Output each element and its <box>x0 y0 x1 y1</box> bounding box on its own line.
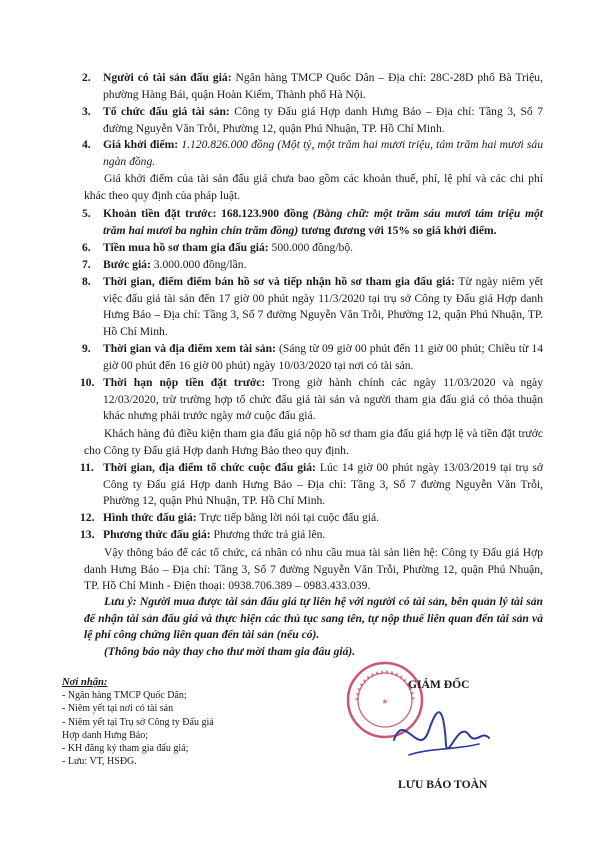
item-text <box>103 527 543 544</box>
item-number: 11. <box>80 461 94 474</box>
item-text <box>103 137 543 170</box>
item-label: Khoản tiền đặt trước: 168.123.900 đồng <box>103 207 309 220</box>
item-text <box>103 341 543 374</box>
item-number: 7. <box>82 258 91 271</box>
item-body: Trong giờ hành chính các ngày 11/03/2020 và ngày 12/03/2020, trừ trường hợp tổ chức đấu giá tài sản và người tham gia đấu giá có thỏa thuận khác nhưng phải trước ngày mở cuộc đấu giá. <box>103 376 543 422</box>
recipient-line: - Niêm yết tại nơi có tài sản <box>62 703 174 715</box>
item-number: 10. <box>80 376 95 389</box>
item-label: Thời hạn nộp tiền đặt trước: <box>103 376 266 389</box>
recipient-line: Hợp danh Hưng Bảo; <box>62 729 148 741</box>
recipient-line: - KH đăng ký tham gia đấu giá; <box>62 743 189 755</box>
item-label: Tiền mua hồ sơ tham gia đấu giá: <box>103 241 269 254</box>
item-text <box>103 460 543 510</box>
item-body: Công ty Đấu giá Hợp danh Hưng Bảo – Địa chỉ: Tầng 3, Số 7 đường Nguyễn Văn Trỗi, Phường 12, quận Phú Nhuận, TP. Hồ Chí Minh. <box>103 105 543 135</box>
item-text <box>103 257 543 274</box>
item-body: Từ ngày niêm yết việc đấu giá tài sản đến 17 giờ 00 phút ngày 11/3/2020 tại trụ sở Công ty Đấu giá Hợp danh Hưng Bảo – Địa chỉ: Tầng 3, Số 7 đường Nguyễn Văn Trỗi, Phường 12, quận Phú Nhuận, TP. Hồ Chí Minh. <box>103 275 543 338</box>
item-body: Lúc 14 giờ 00 phút ngày 13/03/2019 tại trụ sở Công ty Đấu giá Hợp danh Hưng Bảo – Địa chỉ: Tầng 3, Số 7 đường Nguyễn Văn Trỗi, Phường 12, quận Phú Nhuận, TP. Hồ Chí Minh. <box>103 461 543 507</box>
item-body: (Sáng từ 09 giờ 00 phút đến 11 giờ 00 phút; Chiều từ 14 giờ 00 phút đến 16 giờ 00 phút) ngày 10/03/2020 tại nơi có tài sản. <box>103 342 543 372</box>
paragraph-text: Giá khởi điểm của tài sản đấu giá chưa bao gồm các khoản thuế, phí, lệ phí và các chi phí khác theo quy định của pháp luật. <box>84 172 543 202</box>
item-italic: (Bằng chữ: một trăm sáu mươi tám triệu một trăm hai mươi ba nghìn chín trăm đồng) <box>103 207 543 237</box>
item-text <box>103 104 543 137</box>
item-text <box>103 375 543 425</box>
item-number: 2. <box>82 71 91 84</box>
item-label: Người có tài sản đấu giá: <box>103 71 232 84</box>
item-label: Hình thức đấu giá: <box>103 511 197 524</box>
paragraph-text: Vậy thông báo để các tổ chức, cá nhân có nhu cầu mua tài sản liên hệ: Công ty Đấu giá Hợp danh Hưng Bảo – Địa chỉ: Tầng 3, Số 7 đường Nguyễn Văn Trỗi, Phường 12, quận Phú Nhuận, TP. Hồ Chí Minh - Điện thoại: 0938.706.389 – 0983.433.039. <box>84 546 543 592</box>
paragraph-text: Khách hàng đủ điều kiện tham gia đấu giá nộp hồ sơ tham gia đấu giá hợp lệ và tiền đặt trước cho Công ty Đấu giá Hợp danh Hưng Bảo theo quy định. <box>84 427 543 457</box>
recipient-line: - Ngân hàng TMCP Quốc Dân; <box>62 690 187 702</box>
item-body: 3.000.000 đồng/lần. <box>150 258 247 271</box>
item-body: 1.120.826.000 đồng (Một tỷ, một trăm hai mươi triệu, tám trăm hai mươi sáu ngàn đồng. <box>103 138 543 168</box>
paragraph-text: Lưu ý: Người mua được tài sản đấu giá tự liên hệ với người có tài sản, bên quản lý tài sản để nhận tài sản đấu giá và thực hiện các thủ tục sang tên, tự nộp thuế liên quan đến tài sản và lệ phí công chứng liên quan đến tài sản (nếu có). <box>84 595 543 641</box>
item-body: 500.000 đồng/bộ. <box>268 241 354 254</box>
recipients-title: Nơi nhận: <box>62 677 108 688</box>
signatory-name: LƯU BẢO TOÀN <box>398 778 488 791</box>
item-number: 13. <box>80 528 95 541</box>
item-label: Bước giá: <box>103 258 151 271</box>
item-text <box>103 206 543 239</box>
signatory-role: GIÁM ĐỐC <box>408 678 470 691</box>
item-text <box>103 274 543 340</box>
item-label: Thời gian, điểm điểm bán hồ sơ và tiếp nhận hồ sơ tham gia đấu giá: <box>103 275 455 288</box>
item-number: 8. <box>82 275 91 288</box>
item-body: Ngân hàng TMCP Quốc Dân – Địa chỉ: 28C-28D phố Bà Triệu, phường Hàng Bái, quận Hoàn Kiếm, Thành phố Hà Nội. <box>103 71 543 101</box>
item-label: Tổ chức đấu giá tài sản: <box>103 105 230 118</box>
item-text <box>103 70 543 103</box>
paragraph-text: (Thông báo này thay cho thư mời tham gia đấu giá). <box>104 645 356 658</box>
item-number: 3. <box>82 105 91 118</box>
recipient-line: - Lưu: VT, HSĐG. <box>62 756 137 768</box>
item-text <box>103 510 543 527</box>
item-number: 12. <box>80 511 95 524</box>
item-number: 4. <box>82 138 91 151</box>
item-number: 6. <box>82 241 91 254</box>
item-label: Phương thức đấu giá: <box>103 528 211 541</box>
item-label: Thời gian, địa điểm tổ chức cuộc đấu giá: <box>103 461 316 474</box>
handwritten-signature-icon <box>384 700 494 770</box>
item-label: Thời gian và địa điểm xem tài sản: <box>103 342 276 355</box>
item-tail: tương đương với 15% so giá khởi điểm. <box>298 223 497 237</box>
item-number: 5. <box>82 207 91 220</box>
svg-text:★: ★ <box>381 697 389 706</box>
item-number: 9. <box>82 342 91 355</box>
recipient-line: - Niêm yết tại Trụ sở Công ty Đấu giá <box>62 716 214 728</box>
item-text <box>103 240 543 257</box>
item-body: Phương thức trả giá lên. <box>210 528 326 541</box>
recipients-list <box>62 676 242 768</box>
item-label: Giá khởi điểm: <box>103 138 179 151</box>
item-body: Trực tiếp bằng lời nói tại cuộc đấu giá. <box>196 511 380 524</box>
